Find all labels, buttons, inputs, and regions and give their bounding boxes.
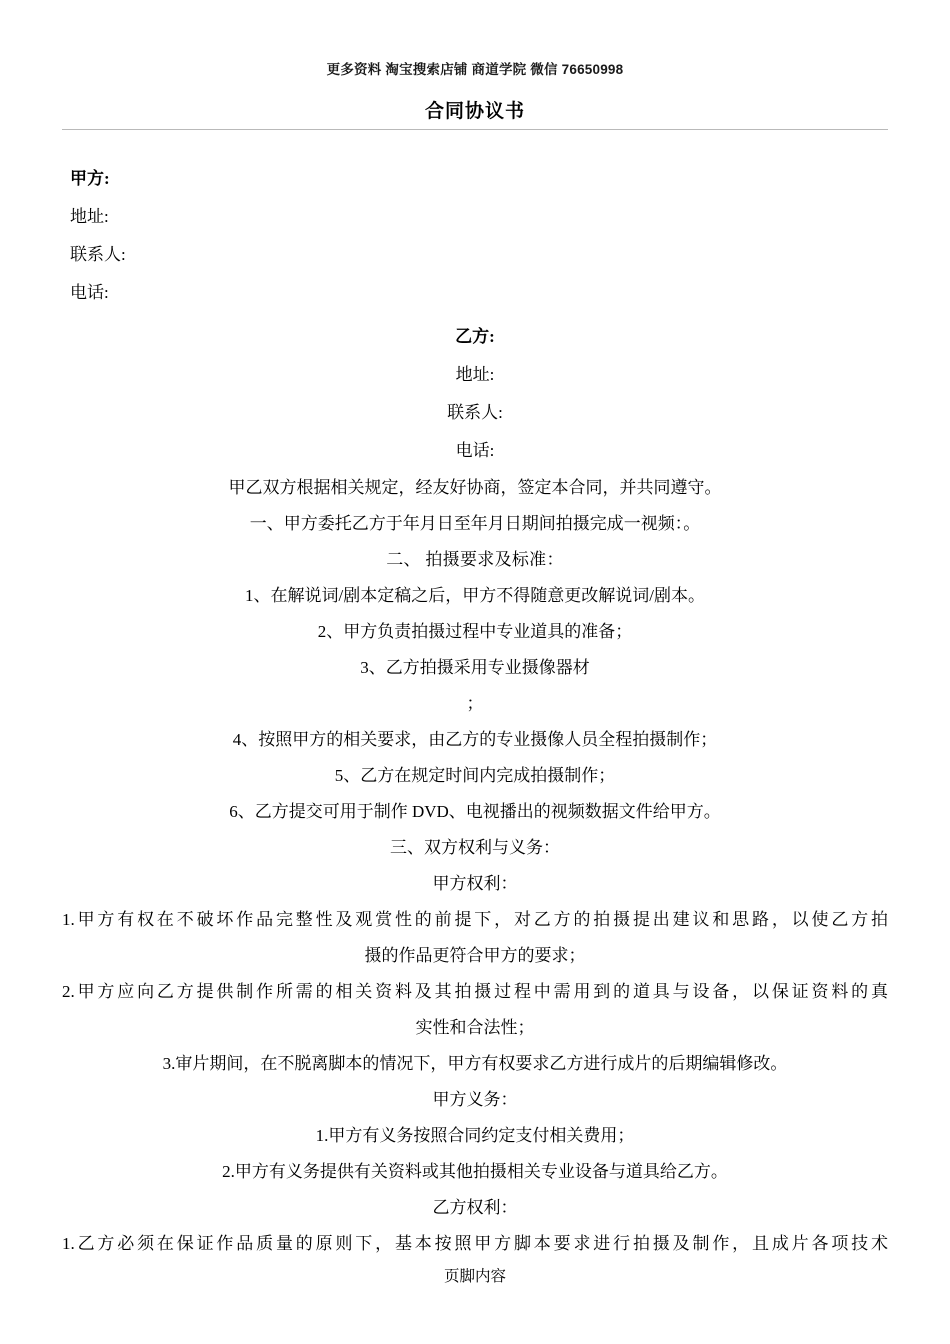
clause-2-2: 2、甲方负责拍摄过程中专业道具的准备； [317, 622, 633, 641]
section-2-title: 二、 拍摄要求及标准： [386, 550, 564, 569]
party-b-block [62, 318, 888, 470]
party-b-contact: 联系人: [447, 403, 503, 422]
clause-2-6: 6、乙方提交可用于制作 DVD、电视播出的视频数据文件给甲方。 [229, 802, 721, 821]
party-a-rights-title: 甲方权利： [432, 874, 518, 893]
party-b-right-1 [62, 1226, 888, 1262]
party-a-right-2 [62, 974, 888, 1046]
party-a-duty-2: 2.甲方有义务提供有关资料或其他拍摄相关专业设备与道具给乙方。 [222, 1162, 728, 1181]
party-a-right-2-line1: 2.甲方应向乙方提供制作所需的相关资料及其拍摄过程中需用到的道具与设备，以保证资料的真 [62, 982, 888, 1001]
party-a-label: 甲方: [70, 169, 110, 188]
clause-2-3-semicolon: ； [466, 694, 484, 713]
clause-2-3: 3、乙方拍摄采用专业摄像器材 [360, 658, 590, 677]
party-b-phone: 电话: [455, 441, 495, 460]
party-b-address: 地址: [455, 365, 495, 384]
clause-2-5: 5、乙方在规定时间内完成拍摄制作； [334, 766, 616, 785]
header-note: 更多资料 淘宝搜索店铺 商道学院 微信 76650998 [326, 62, 624, 77]
party-a-right-1-line2: 摄的作品更符合甲方的要求； [364, 946, 586, 965]
section-3-title: 三、双方权利与义务： [390, 838, 560, 857]
contract-body [62, 470, 888, 1262]
party-a-duty-1: 1.甲方有义务按照合同约定支付相关费用； [315, 1126, 635, 1145]
party-a-right-1 [62, 902, 888, 974]
party-a-right-2-line2: 实性和合法性； [415, 1018, 535, 1037]
clause-1: 一、甲方委托乙方于年月日至年月日期间拍摄完成一视频：。 [249, 514, 701, 533]
party-a-duties-title: 甲方义务： [432, 1090, 518, 1109]
clause-2-1: 1、在解说词/剧本定稿之后，甲方不得随意更改解说词/剧本。 [245, 586, 705, 605]
party-b-rights-title: 乙方权利： [432, 1198, 518, 1217]
clause-2-4: 4、按照甲方的相关要求，由乙方的专业摄像人员全程拍摄制作； [232, 730, 718, 749]
party-a-address: 地址: [70, 207, 109, 226]
title-divider [62, 129, 888, 130]
party-a-block [70, 160, 888, 312]
party-a-phone: 电话: [70, 283, 109, 302]
party-a-right-1-line1: 1.甲方有权在不破坏作品完整性及观赏性的前提下，对乙方的拍摄提出建议和思路，以使乙方拍 [62, 910, 888, 929]
party-b-right-1-line1: 1.乙方必须在保证作品质量的原则下，基本按照甲方脚本要求进行拍摄及制作，且成片各项技术 [62, 1234, 888, 1253]
party-b-label: 乙方: [455, 327, 495, 346]
page-footer: 页脚内容 [443, 1268, 506, 1285]
page-title: 合同协议书 [424, 101, 525, 122]
preamble-paragraph: 甲乙双方根据相关规定，经友好协商，签定本合同，并共同遵守。 [228, 478, 722, 497]
party-a-right-3: 3.审片期间，在不脱离脚本的情况下，甲方有权要求乙方进行成片的后期编辑修改。 [162, 1054, 788, 1073]
party-a-contact: 联系人: [70, 245, 126, 264]
